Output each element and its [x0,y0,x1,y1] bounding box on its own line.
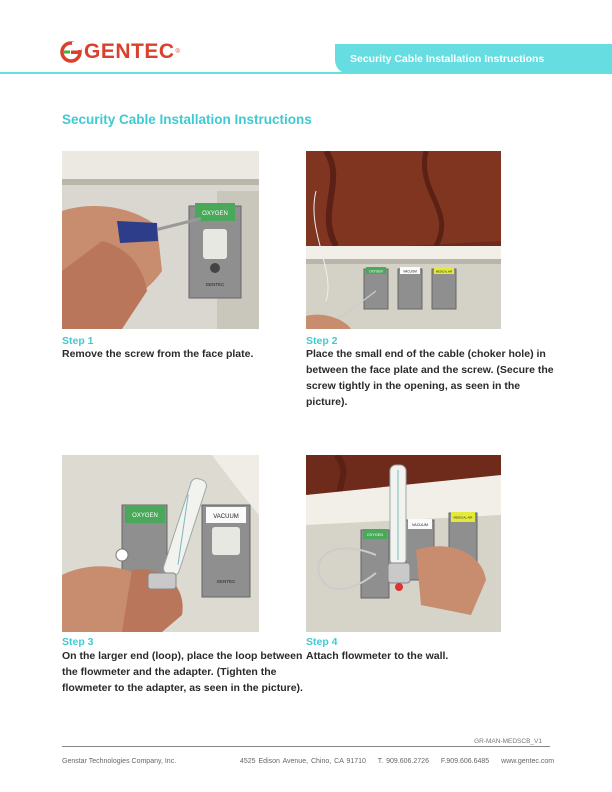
logo-registered: ® [175,49,180,55]
plate-label-vacuum: VACUUM [411,523,429,527]
plate-label-vacuum: VACUUM [403,269,417,274]
plate-brand: GENTEC [216,579,236,584]
step-1-photo [62,151,259,329]
plate-label-medical-air: MEDICAL AIR [435,270,453,274]
footer-website[interactable]: www.gentec.com [501,758,555,765]
step-3-label: Step 3 [62,636,94,648]
gentec-logo-icon [60,41,82,63]
step-4-photo [306,455,501,632]
footer-contact [240,758,563,765]
step-3-text: On the larger end (loop), place the loop between the flowmeter and the adapter. (Tighten the flowmeter to the adapter, as seen in the picture). [62,650,303,694]
gentec-logo [60,40,180,64]
step-3-illustration [62,455,259,632]
plate-label-oxygen: OXYGEN [132,513,158,519]
step-1-text: Remove the screw from the face plate. [62,348,254,360]
footer-rule [62,746,550,747]
logo-text: GENTEC [84,40,175,63]
plate-label-oxygen: OXYGEN [369,269,383,274]
page-title: Security Cable Installation Instructions [62,112,312,127]
oxygen-label: OXYGEN [202,211,228,217]
plate-brand: GENTEC [205,282,225,287]
step-2-photo [306,151,501,329]
step-1-label: Step 1 [62,335,94,347]
step-2-label: Step 2 [306,335,338,347]
step-4-text: Attach flowmeter to the wall. [306,650,449,662]
step-2-text: Place the small end of the cable (choker hole) in between the face plate and the screw. (Secure the screw tightly in the opening, as seen in the picture). [306,348,554,408]
step-3-photo [62,455,259,632]
step-2-illustration [306,151,501,329]
step-1-illustration [62,151,259,329]
plate-label-medical-air: MEDICAL AIR [453,515,473,520]
step-4-illustration [306,455,501,632]
step-4-label: Step 4 [306,636,338,648]
plate-label-vacuum: VACUUM [213,514,239,520]
footer-fax: F.909.606.6485 [440,758,490,765]
footer-phone: T. 909.606.2726 [377,758,429,765]
footer-company: Genstar Technologies Company, Inc. [62,758,177,765]
header-band-title: Security Cable Installation Instructions [350,53,545,65]
plate-label-oxygen: OXYGEN [366,533,384,537]
footer-address: 4525 Edison Avenue, Chino, CA 91710 [240,758,366,765]
document-code: GR-MAN-MEDSCB_V1 [474,738,542,745]
